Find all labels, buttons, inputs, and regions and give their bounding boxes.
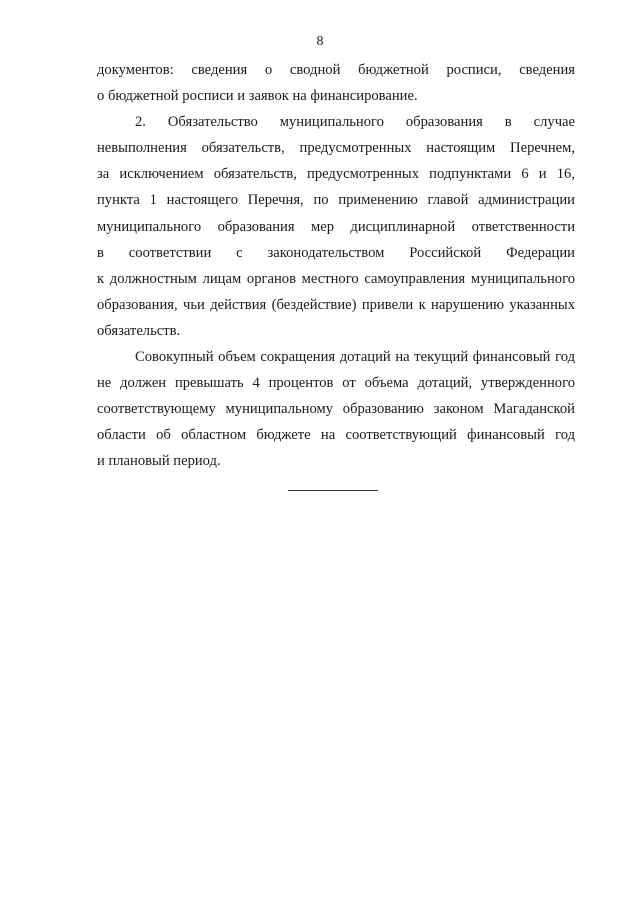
text-line: образования, чьи действия (бездействие) привели к нарушению указанных bbox=[97, 296, 575, 313]
text-line: пункта 1 настоящего Перечня, по применению главой администрации bbox=[97, 192, 575, 209]
text-line: документов: сведения о сводной бюджетной росписи, сведения bbox=[97, 62, 575, 78]
text-line: в соответствии с законодательством Российской Федерации bbox=[97, 244, 575, 261]
closing-divider bbox=[288, 490, 378, 491]
text-line: невыполнения обязательств, предусмотренных настоящим Перечнем, bbox=[97, 140, 575, 157]
text-line: о бюджетной росписи и заявок на финансирование. bbox=[97, 88, 418, 105]
paragraph-1 bbox=[97, 57, 575, 109]
paragraph-3 bbox=[97, 344, 575, 474]
text-line: Совокупный объем сокращения дотаций на текущий финансовый год bbox=[135, 349, 575, 366]
text-line: и плановый период. bbox=[97, 453, 221, 470]
text-line: к должностным лицам органов местного самоуправления муниципального bbox=[97, 270, 575, 287]
page-number: 8 bbox=[316, 34, 324, 49]
paragraph-2 bbox=[97, 109, 575, 344]
text-line: за исключением обязательств, предусмотренных подпунктами 6 и 16, bbox=[97, 166, 575, 183]
text-line: 2. Обязательство муниципального образования в случае bbox=[135, 114, 575, 131]
document-body bbox=[97, 57, 575, 475]
text-line: обязательств. bbox=[97, 322, 181, 339]
text-line: муниципального образования мер дисциплинарной ответственности bbox=[97, 218, 575, 235]
text-line: не должен превышать 4 процентов от объема дотаций, утвержденного bbox=[97, 375, 575, 392]
text-line: области об областном бюджете на соответствующий финансовый год bbox=[97, 427, 575, 444]
text-line: соответствующему муниципальному образованию законом Магаданской bbox=[97, 401, 575, 418]
